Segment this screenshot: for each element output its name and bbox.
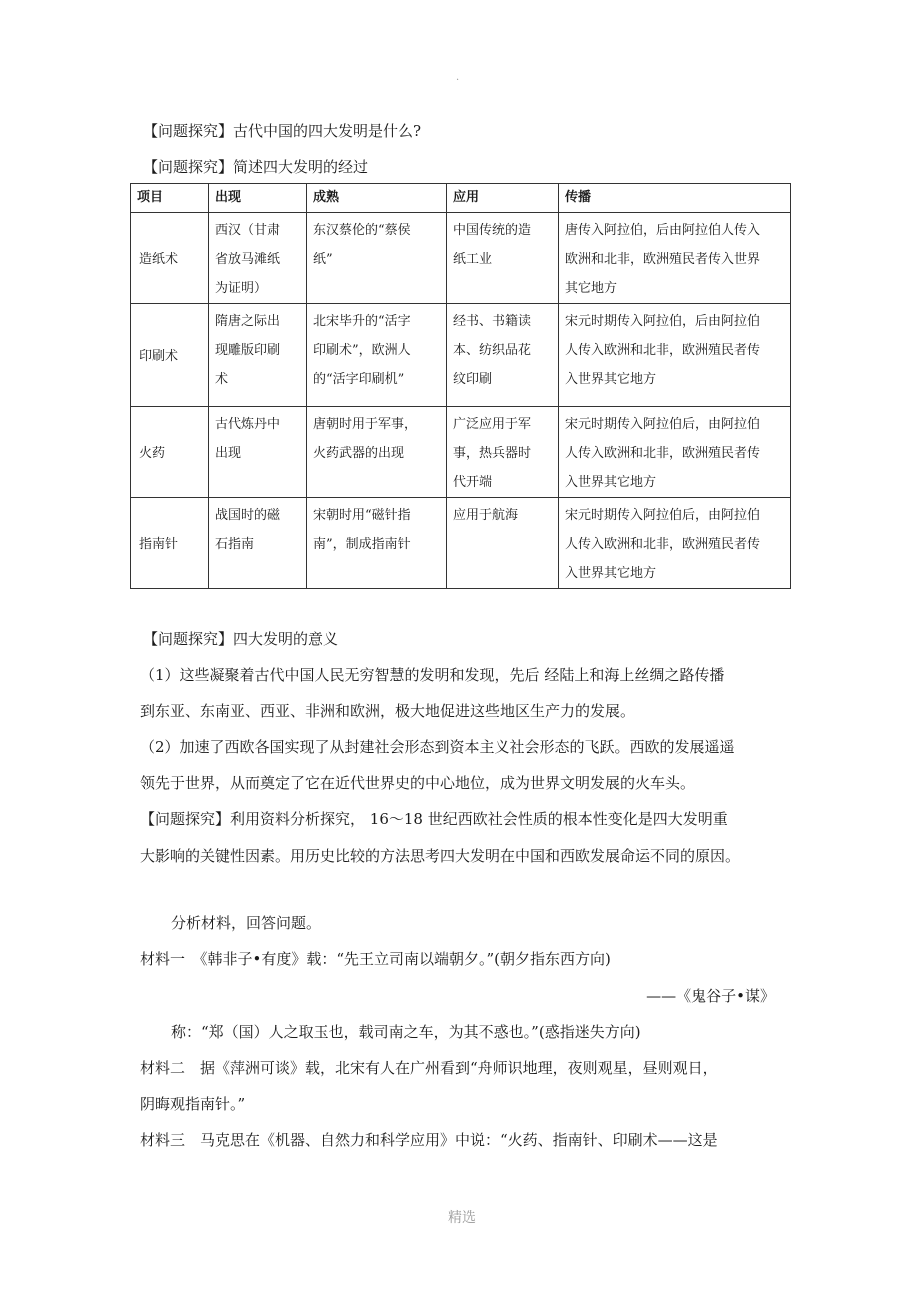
header-spread: 传播 [559,184,791,213]
analysis-intro: 分析材料，回答问题。 [171,914,322,932]
material-2: 材料二 据《萍洲可谈》载，北宋有人在广州看到“舟师识地理，夜则观星，昼则观日， [140,1059,718,1077]
table-header-row [131,184,791,213]
cell-apply: 中国传统的造 纸工业 [447,213,559,304]
table-row [131,304,791,407]
table-row [131,498,791,589]
cell-appear: 战国时的磁 石指南 [209,498,307,589]
header-appear: 出现 [209,184,307,213]
cell-item: 火药 [131,407,209,498]
cell-spread: 唐传入阿拉伯，后由阿拉伯人传入 欧洲和北非，欧洲殖民者传入世界 其它地方 [559,213,791,304]
material-1: 材料一 《韩非子•有度》载：“先王立司南以端朝夕。”(朝夕指东西方向) [140,950,611,968]
question-inquiry: 【问题探究】利用资料分析探究， 16～18 世纪西欧社会性质的根本性变化是四大发明重 [140,810,728,828]
significance-point-1-cont: 到东亚、东南亚、西亚、非洲和欧洲，极大地促进这些地区生产力的发展。 [140,702,636,720]
question-invention-history: 【问题探究】简述四大发明的经过 [143,158,369,176]
header-mature: 成熟 [307,184,447,213]
header-apply: 应用 [447,184,559,213]
top-dot-mark: . [456,72,460,83]
question-inquiry-cont: 大影响的关键性因素。用历史比较的方法思考四大发明在中国和西欧发展命运不同的原因。 [140,847,741,865]
cell-mature: 东汉蔡伦的“蔡侯 纸” [307,213,447,304]
material-1-source: ——《鬼谷子•谋》 [646,987,775,1005]
question-four-inventions: 【问题探究】古代中国的四大发明是什么? [143,122,422,140]
header-item: 项目 [131,184,209,213]
material-1-continued: 称：“郑（国）人之取玉也，载司南之车，为其不惑也。”(惑指迷失方向) [171,1023,641,1041]
cell-mature: 北宋毕升的“活字 印刷术”，欧洲人 的“活字印刷机” [307,304,447,407]
cell-item: 造纸术 [131,213,209,304]
cell-mature: 宋朝时用“磁针指 南”，制成指南针 [307,498,447,589]
cell-appear: 西汉（甘肃 省放马滩纸 为证明） [209,213,307,304]
cell-spread: 宋元时期传入阿拉伯后，由阿拉伯 人传入欧洲和北非，欧洲殖民者传 入世界其它地方 [559,407,791,498]
inventions-table [130,183,791,589]
significance-heading: 【问题探究】四大发明的意义 [143,630,339,648]
cell-spread: 宋元时期传入阿拉伯后，由阿拉伯 人传入欧洲和北非，欧洲殖民者传 入世界其它地方 [559,498,791,589]
cell-apply: 广泛应用于军 事，热兵器时 代开端 [447,407,559,498]
significance-point-2: （2）加速了西欧各国实现了从封建社会形态到资本主义社会形态的飞跃。西欧的发展遥遥 [140,738,735,756]
cell-item: 印刷术 [131,304,209,407]
significance-point-1: （1）这些凝聚着古代中国人民无穷智慧的发明和发现，先后 经陆上和海上丝绸之路传播 [140,666,725,684]
material-3: 材料三 马克思在《机器、自然力和科学应用》中说：“火药、指南针、印刷术——这是 [140,1131,718,1149]
cell-apply: 经书、书籍读 本、纺织品花 纹印刷 [447,304,559,407]
cell-appear: 隋唐之际出 现雕版印刷 术 [209,304,307,407]
material-2-cont: 阴晦观指南针。” [140,1095,246,1113]
cell-apply: 应用于航海 [447,498,559,589]
cell-spread: 宋元时期传入阿拉伯，后由阿拉伯 人传入欧洲和北非，欧洲殖民者传 入世界其它地方 [559,304,791,407]
page-footer: 精选 [448,1210,476,1226]
cell-mature: 唐朝时用于军事， 火药武器的出现 [307,407,447,498]
significance-point-2-cont: 领先于世界，从而奠定了它在近代世界史的中心地位，成为世界文明发展的火车头。 [140,774,696,792]
table-row [131,407,791,498]
table-row [131,213,791,304]
cell-item: 指南针 [131,498,209,589]
cell-appear: 古代炼丹中 出现 [209,407,307,498]
